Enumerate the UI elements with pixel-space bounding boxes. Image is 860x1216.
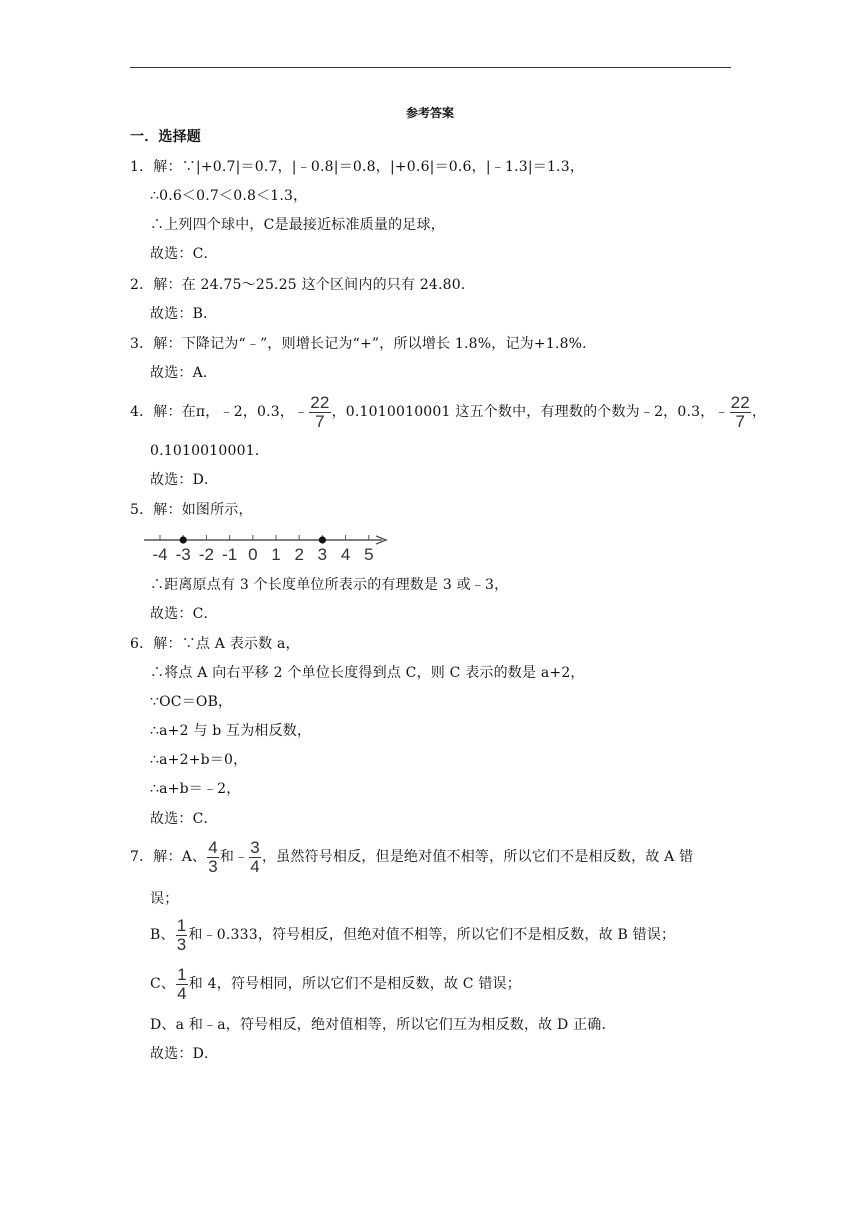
q1-line-2: ∴0.6＜0.7＜0.8＜1.3， — [150, 188, 308, 204]
q6-line-3: ∵OC＝OB， — [150, 694, 233, 710]
q5-line-2: ∴距离原点有 3 个长度单位所表示的有理数是 3 或﹣3， — [150, 577, 509, 593]
q6-line-4: ∴a+2 与 b 互为相反数， — [150, 723, 312, 739]
q7-line-d: D、a 和﹣a，符号相反，绝对值相等，所以它们互为相反数，故 D 正确． — [150, 1017, 616, 1033]
tick-label: 2 — [294, 545, 304, 564]
q1-answer: 故选：C． — [150, 246, 218, 262]
fraction-numerator: 1 — [176, 915, 187, 935]
marked-point — [180, 536, 187, 543]
fraction-denominator: 3 — [176, 934, 187, 954]
q7-text-c: ，虽然符号相反，但是绝对值不相等，所以它们不是相反数，故 A 错 — [261, 849, 694, 865]
q7-c-text-b: 和 4，符号相同，所以它们不是相反数，故 C 错误； — [188, 976, 521, 992]
tick-label: -4 — [152, 545, 168, 564]
q4-text-c: ， — [751, 404, 767, 420]
tick-label: 5 — [364, 545, 374, 564]
q6-line-1: 6．解：∵点 A 表示数 a， — [130, 636, 300, 652]
q7-line-b — [150, 915, 675, 955]
tick-label: -1 — [222, 545, 238, 564]
fraction-numerator: 3 — [250, 837, 260, 857]
fraction — [249, 839, 261, 876]
section-heading: 一．选择题 — [130, 129, 201, 145]
fraction-numerator: 22 — [310, 392, 330, 412]
q3-line-1: 3．解：下降记为“﹣”，则增长记为“+”，所以增长 1.8%，记为+1.8%． — [130, 336, 597, 352]
q7-text-a: 7．解：A、 — [130, 849, 207, 865]
number-line-axis — [144, 535, 386, 544]
q2-answer: 故选：B． — [150, 306, 218, 322]
tick-label: -3 — [175, 545, 191, 564]
fraction-numerator: 1 — [177, 964, 187, 984]
q2-line-1: 2．解：在 24.75～25.25 这个区间内的只有 24.80． — [130, 277, 476, 293]
q7-b-text-a: B、 — [150, 927, 175, 943]
q7-line-2: 误； — [150, 891, 179, 907]
fraction-denominator: 4 — [177, 983, 187, 1003]
q4-answer: 故选：D． — [150, 472, 219, 488]
fraction — [207, 839, 219, 876]
q4-line-2: 0.1010010001． — [150, 443, 270, 459]
q6-line-6: ∴a+b＝﹣2， — [150, 781, 241, 797]
q1-line-3: ∴上列四个球中，C是最接近标准质量的足球， — [150, 217, 445, 233]
q7-text-b: 和﹣ — [219, 849, 249, 865]
q7-answer: 故选：D． — [150, 1046, 219, 1062]
fraction-denominator: 3 — [208, 856, 218, 876]
q4-line-1 — [130, 392, 766, 432]
q1-line-1: 1．解：∵|+0.7|＝0.7，|﹣0.8|＝0.8，|+0.6|＝0.6，|﹣1.3|＝1.3， — [130, 159, 585, 175]
q5-answer: 故选：C． — [150, 606, 218, 622]
fraction — [176, 966, 188, 1003]
tick-label: 4 — [340, 545, 351, 564]
q5-line-1: 5．解：如图所示， — [130, 502, 253, 518]
tick-label: 0 — [248, 545, 258, 564]
tick-label: -2 — [198, 545, 214, 564]
fraction-numerator: 4 — [208, 837, 218, 857]
q6-line-5: ∴a+2+b＝0， — [150, 752, 248, 768]
fraction — [176, 917, 188, 954]
number-line-figure — [140, 531, 390, 565]
q4-text-a: 4．解：在π，﹣2，0.3，﹣ — [130, 404, 309, 420]
fraction-denominator: 7 — [735, 411, 746, 431]
q7-line-c — [150, 964, 521, 1004]
marked-point — [319, 536, 326, 543]
q6-answer: 故选：C． — [150, 811, 218, 827]
fraction-numerator: 22 — [730, 392, 750, 412]
q7-line-1 — [130, 837, 693, 877]
number-line-labels — [152, 545, 373, 564]
q7-c-text-a: C、 — [150, 976, 176, 992]
fraction — [309, 394, 330, 431]
header-rule — [130, 67, 731, 68]
q6-line-2: ∴将点 A 向右平移 2 个单位长度得到点 C，则 C 表示的数是 a+2， — [150, 665, 585, 681]
tick-label: 3 — [317, 545, 328, 564]
page-title: 参考答案 — [405, 106, 454, 120]
fraction-denominator: 4 — [250, 856, 260, 876]
tick-label: 1 — [271, 545, 281, 564]
fraction — [730, 394, 751, 431]
q4-text-b: ，0.1010010001 这五个数中，有理数的个数为﹣2，0.3，﹣ — [331, 404, 729, 420]
fraction-denominator: 7 — [315, 411, 325, 431]
q7-b-text-b: 和﹣0.333，符号相反，但绝对值不相等，所以它们不是相反数，故 B 错误； — [188, 927, 676, 943]
q3-answer: 故选：A． — [150, 365, 218, 381]
